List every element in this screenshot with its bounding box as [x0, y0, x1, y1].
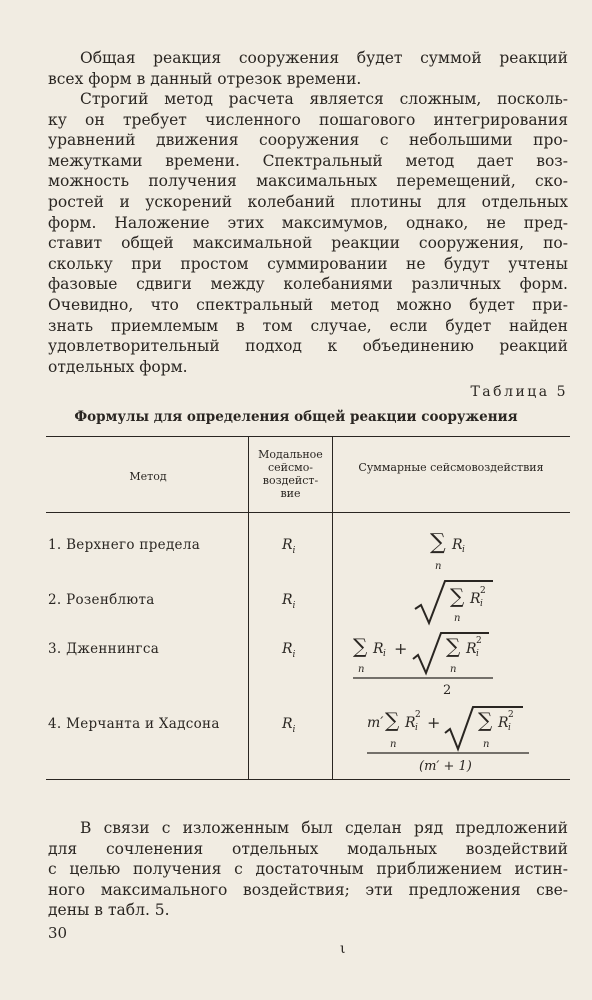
sum-limit: n — [358, 664, 365, 675]
text-line: форм. Наложение этих максимумов, однако, не пред- — [48, 213, 568, 232]
text-line: ростей и ускорений колебаний плотины для отдельных — [48, 192, 568, 211]
sum-sign: ∑ — [446, 634, 461, 658]
modal-index: i — [292, 724, 296, 735]
table-title: Формулы для определения общей реакции сооружения — [74, 409, 518, 425]
formula-var: R — [405, 715, 416, 731]
formula-index: i — [462, 545, 465, 555]
table-label: Таблица 5 — [470, 384, 568, 400]
modal-index: i — [292, 545, 296, 556]
m-prime: m′ — [367, 715, 384, 731]
formula-var: R — [470, 591, 481, 607]
paragraph-3 — [48, 818, 568, 921]
text-line: ставит общей максимальной реакции сооружения, по- — [48, 234, 568, 253]
table-bottom-rule — [46, 779, 570, 780]
sum-sign: ∑ — [450, 584, 465, 608]
text-line: отдельных форм. — [48, 357, 188, 376]
header-modal-line: Модальное — [258, 448, 323, 461]
sum-limit: n — [483, 739, 490, 750]
row-modal-3 — [282, 641, 295, 660]
formula-merchant-hudson — [367, 707, 529, 774]
text-line: уравнений движения сооружения с небольшими про- — [48, 131, 568, 150]
table-top-rule — [46, 436, 570, 437]
formula-index: i — [383, 649, 386, 659]
row-method-1: 1. Верхнего предела — [48, 537, 201, 553]
paragraph-2 — [48, 89, 568, 377]
text-line: всех форм в данный отрезок времени. — [48, 69, 362, 88]
text-line: Строгий метод расчета является сложным, посколь- — [80, 90, 568, 108]
sum-limit: n — [435, 561, 442, 572]
text-line: Общая реакция сооружения будет суммой реакций — [80, 49, 568, 67]
text-line: для сочленения отдельных модальных воздействий — [48, 839, 568, 858]
header-modal-line: воздейст- — [262, 474, 319, 487]
page-number: 30 — [48, 924, 68, 942]
paragraph-1 — [48, 48, 568, 89]
text-line: межутками времени. Спектральный метод дает воз- — [48, 151, 568, 170]
formula-power: 2 — [480, 586, 486, 596]
row-modal-1 — [282, 537, 295, 556]
modal-index: i — [292, 649, 296, 660]
header-modal-line: сейсмо- — [267, 461, 314, 474]
modal-var: R — [282, 716, 293, 732]
stray-mark: ι — [340, 941, 346, 957]
plus-sign: + — [394, 639, 408, 658]
text-line: удовлетворительный подход к объединению реакций — [48, 337, 568, 356]
sum-sign: ∑ — [353, 634, 368, 658]
row-modal-4 — [282, 716, 295, 735]
text-line: В связи с изложенным был сделан ряд предложений — [80, 819, 568, 837]
sum-sign: ∑ — [430, 530, 446, 555]
denominator: (m′ + 1) — [419, 759, 472, 774]
text-line: знать приемлемым в том случае, если будет найден — [48, 316, 568, 335]
modal-index: i — [292, 600, 296, 611]
text-line: дены в табл. 5. — [48, 901, 170, 920]
formulas-column — [333, 513, 569, 779]
formula-var: R — [452, 537, 463, 553]
formula-power: 2 — [415, 710, 421, 720]
header-method: Метод — [129, 470, 167, 483]
text-line: можность получения максимальных перемещений, ско- — [48, 172, 568, 191]
formula-jennings — [353, 633, 493, 698]
header-total: Суммарные сейсмовоздействия — [358, 461, 544, 474]
formula-index: i — [508, 723, 511, 733]
modal-var: R — [282, 641, 293, 657]
text-line: ку он требует численного пошагового интегрирования — [48, 110, 568, 129]
formula-var: R — [466, 641, 477, 657]
row-method-2: 2. Розенблюта — [48, 592, 155, 608]
sum-sign: ∑ — [385, 708, 400, 732]
text-line: скольку при простом суммировании не будут учтены — [48, 254, 568, 273]
sum-limit: n — [450, 664, 457, 675]
formula-upper-limit — [430, 530, 465, 572]
formula-index: i — [476, 649, 479, 659]
modal-var: R — [282, 537, 293, 553]
header-modal — [249, 448, 332, 500]
sum-limit: n — [454, 613, 461, 624]
text-line: с целью получения с достаточным приближением истин- — [48, 860, 568, 879]
text-line: фазовые сдвиги между колебаниями различных форм. — [48, 275, 568, 294]
sum-limit: n — [390, 739, 397, 750]
formula-index: i — [480, 599, 483, 609]
formula-rosenblueth — [415, 581, 493, 624]
text-line: Очевидно, что спектральный метод можно будет при- — [48, 295, 568, 314]
sum-sign: ∑ — [478, 708, 493, 732]
header-modal-line: вие — [280, 487, 301, 500]
row-method-3: 3. Дженнингса — [48, 641, 160, 657]
denominator: 2 — [443, 683, 452, 698]
row-modal-2 — [282, 592, 295, 611]
formula-index: i — [415, 723, 418, 733]
modal-var: R — [282, 592, 293, 608]
formula-var: R — [498, 715, 509, 731]
plus-sign: + — [427, 713, 441, 732]
formula-power: 2 — [476, 636, 482, 646]
formula-var: R — [373, 641, 384, 657]
text-line: ного максимального воздействия; эти предложения све- — [48, 880, 568, 899]
formula-power: 2 — [508, 710, 514, 720]
row-method-4: 4. Мерчанта и Хадсона — [48, 716, 220, 732]
